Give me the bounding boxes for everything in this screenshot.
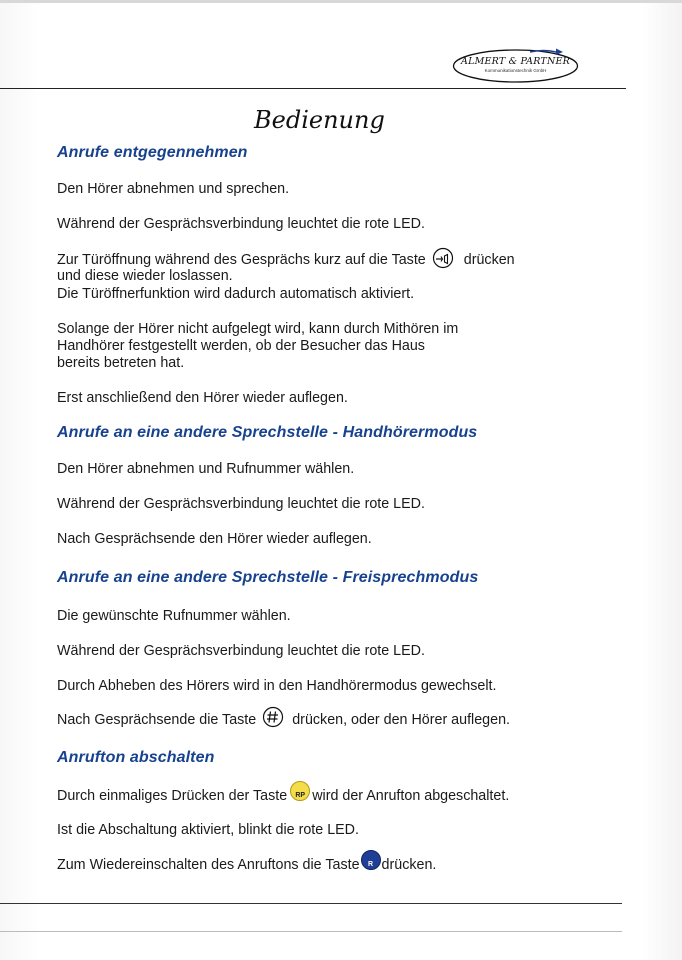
paragraph: Erst anschließend den Hörer wieder auflegen. xyxy=(57,390,348,406)
document-title: Bedienung xyxy=(254,106,385,134)
section-heading-freisprechmodus: Anrufe an eine andere Sprechstelle - Freisprechmodus xyxy=(57,569,479,586)
logo-company-subtitle: Kommunikationstechnik GmbH xyxy=(484,68,547,73)
paragraph-text: drücken xyxy=(463,251,515,268)
company-logo xyxy=(452,46,579,84)
section-heading-anrufe-entgegennehmen: Anrufe entgegennehmen xyxy=(57,144,248,161)
logo-company-name: ALMERT & PARTNER xyxy=(461,56,570,67)
paragraph: und diese wieder loslassen. xyxy=(57,268,233,284)
paragraph: Durch Abheben des Hörers wird in den Handhörermodus gewechselt. xyxy=(57,678,497,694)
paragraph-text: wird der Anrufton abgeschaltet. xyxy=(312,788,510,804)
paragraph: Während der Gesprächsverbindung leuchtet die rote LED. xyxy=(57,496,425,512)
rp-key-icon: RP xyxy=(290,781,310,801)
header-divider xyxy=(0,88,626,89)
paragraph: Den Hörer abnehmen und sprechen. xyxy=(57,181,290,197)
paragraph: Während der Gesprächsverbindung leuchtet die rote LED. xyxy=(57,643,425,659)
paragraph-text: drücken, oder den Hörer auflegen. xyxy=(292,712,511,728)
paragraph-text: Nach Gesprächsende die Taste xyxy=(57,712,257,728)
footer-divider-secondary xyxy=(0,931,622,932)
section-heading-anrufton-abschalten: Anrufton abschalten xyxy=(57,749,215,766)
paragraph: Ist die Abschaltung aktiviert, blinkt die rote LED. xyxy=(57,822,359,838)
paragraph-rp-key xyxy=(57,788,577,805)
paragraph-r-key xyxy=(57,857,577,874)
paragraph: Während der Gesprächsverbindung leuchtet die rote LED. xyxy=(57,216,425,232)
footer-divider xyxy=(0,903,622,904)
paragraph: Handhörer festgestellt werden, ob der Besucher das Haus xyxy=(57,338,425,354)
paragraph-text: Durch einmaliges Drücken der Taste xyxy=(57,788,288,804)
paragraph: Den Hörer abnehmen und Rufnummer wählen. xyxy=(57,461,355,477)
page-top-edge xyxy=(0,0,682,3)
r-key-icon: R xyxy=(361,850,381,870)
paragraph-text: drücken. xyxy=(381,857,437,873)
paragraph: Nach Gesprächsende den Hörer wieder auflegen. xyxy=(57,531,372,547)
hash-key-icon xyxy=(262,706,284,728)
paragraph: Solange der Hörer nicht aufgelegt wird, kann durch Mithören im xyxy=(57,321,459,337)
paragraph-text: Zur Türöffnung während des Gesprächs kurz auf die Taste xyxy=(57,251,426,268)
paragraph: Die gewünschte Rufnummer wählen. xyxy=(57,608,291,624)
paragraph: Die Türöffnerfunktion wird dadurch automatisch aktiviert. xyxy=(57,286,415,302)
paragraph: bereits betreten hat. xyxy=(57,355,185,371)
door-opener-key-icon xyxy=(432,247,454,269)
paragraph-hash-key xyxy=(57,712,577,729)
paragraph-door-opener xyxy=(57,251,577,269)
section-heading-handhoerermodus: Anrufe an eine andere Sprechstelle - Handhörermodus xyxy=(57,424,478,441)
paragraph-text: Zum Wiedereinschalten des Anruftons die Taste xyxy=(57,857,360,873)
